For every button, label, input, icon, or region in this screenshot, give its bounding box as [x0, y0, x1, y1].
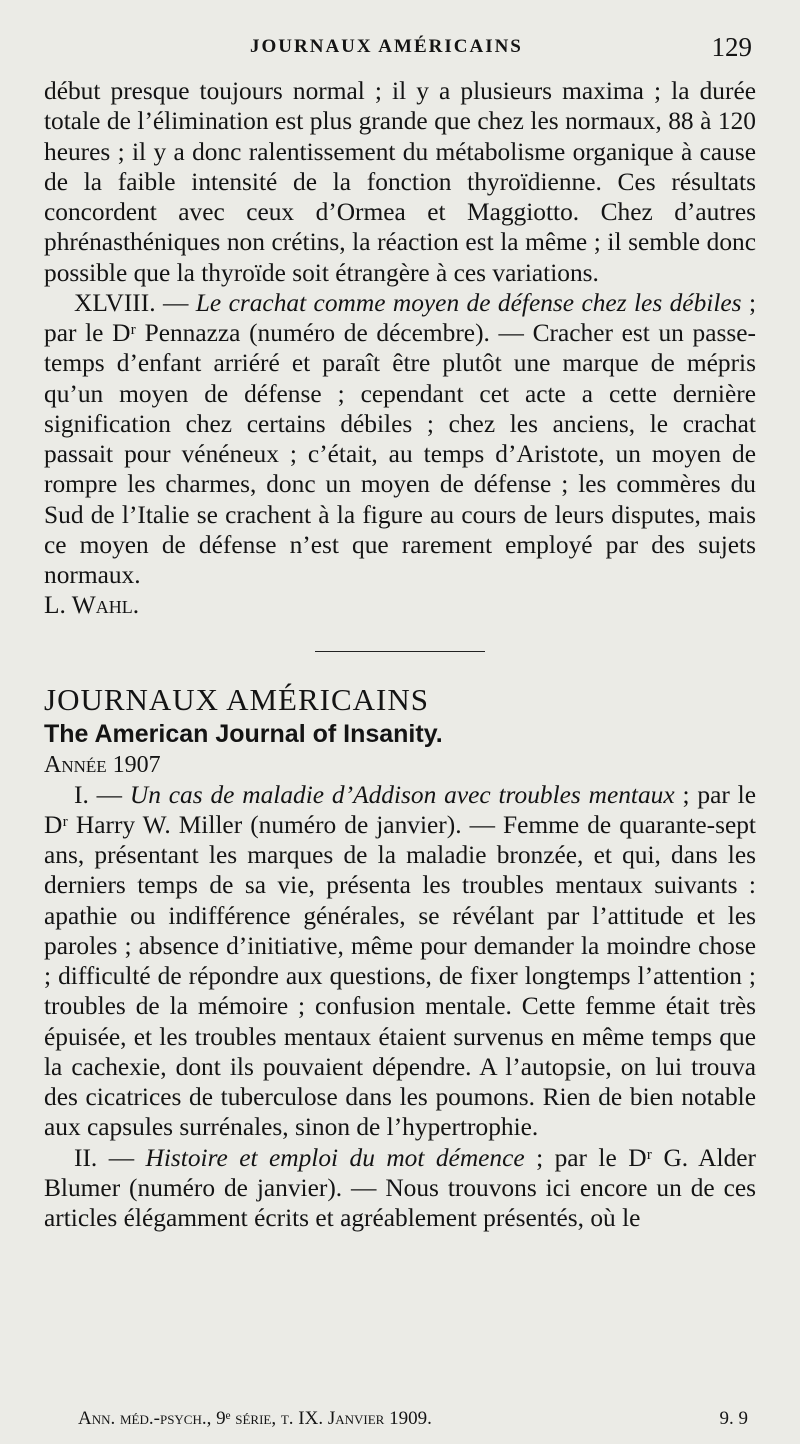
running-title: JOURNAUX AMÉRICAINS [250, 36, 523, 57]
review-byline: ; par le Dʳ Pennazza (numéro de décembre). — [44, 288, 756, 347]
review-title: Un cas de maladie d’Addison avec troubles mentaux [129, 780, 675, 809]
review-title: Le crachat comme moyen de défense chez les débiles [195, 288, 742, 317]
signature-mark: 9. 9 [719, 1408, 748, 1429]
review-i [44, 780, 756, 1143]
footer-citation: Ann. méd.-psych., 9ᵉ série, t. IX. Janvier 1909. [78, 1408, 432, 1429]
review-body: Nous trouvons ici encore un de ces articles élégamment écrits et agréablement présentés, où le [44, 1173, 756, 1232]
review-byline: ; par le Dʳ Harry W. Miller (numéro de janvier). — [44, 780, 756, 839]
review-xlviii [44, 288, 756, 591]
page-number: 129 [711, 32, 752, 62]
running-header [0, 32, 800, 66]
review-ii [44, 1143, 756, 1234]
page-body [44, 76, 756, 1233]
review-signature: L. Wahl. [44, 591, 140, 620]
review-body: Femme de quarante-sept ans, présentant les marques de la maladie bronzée, et qui, dans les derniers temps de sa vie, présenta les troubles mentaux suivants : apathie ou indifférence générales, se révélant par l’attitude et les paroles ; absence d’initiative, même pour demander la moindre chose ; difficulté de répondre aux questions, de fixer longtemps l’attention ; troubles de la mémoire ; confusion mentale. Cette femme était très épuisée, et les troubles mentaux étaient survenus en même temps que la cachexie, dont ils pouvaient dépendre. A l’autopsie, on lui trouva des cicatrices de tuberculose dans les poumons. Rien de bien notable aux capsules surrénales, sinon de l’hypertrophie. [44, 810, 756, 1142]
article-end-paragraph: début presque toujours normal ; il y a plusieurs maxima ; la durée totale de l’élimination est plus grande que chez les normaux, 88 à 120 heures ; il y a donc ralentissement du métabolisme organique à cause de la faible intensité de la fonction thyroïdienne. Ces résultats concordent avec ceux d’Ormea et Maggiotto. Chez d’autres phrénasthéniques non crétins, la réaction est la même ; il semble donc possible que la thyroïde soit étrangère à ces variations. [44, 77, 756, 287]
year-heading: Année 1907 [44, 751, 161, 778]
page-footer [78, 1408, 748, 1436]
review-number: II. — [74, 1143, 146, 1172]
section-title: JOURNAUX AMÉRICAINS [44, 681, 430, 717]
review-number: XLVIII. — [74, 288, 196, 317]
review-body: Cracher est un passe-temps d’enfant arriéré et paraît être plutôt une marque de mépris qu’un moyen de défense ; cependant cet acte a cette dernière signification chez certains débiles ; chez les anciens, le crachat passait pour vénéneux ; c’était, au temps d’Aristote, un moyen de rompre les charmes, donc un moyen de défense ; les commères du Sud de l’Italie se crachent à la figure au cours de leurs disputes, mais ce moyen de défense n’est que rarement employé par des sujets normaux. [44, 319, 756, 589]
review-title: Histoire et emploi du mot démence [145, 1143, 525, 1172]
section-divider [315, 651, 485, 652]
journal-title: The American Journal of Insanity. [44, 719, 443, 748]
review-number: I. — [74, 780, 130, 809]
review-byline: ; par le Dʳ G. Alder Blumer (numéro de janvier). — [44, 1143, 756, 1202]
